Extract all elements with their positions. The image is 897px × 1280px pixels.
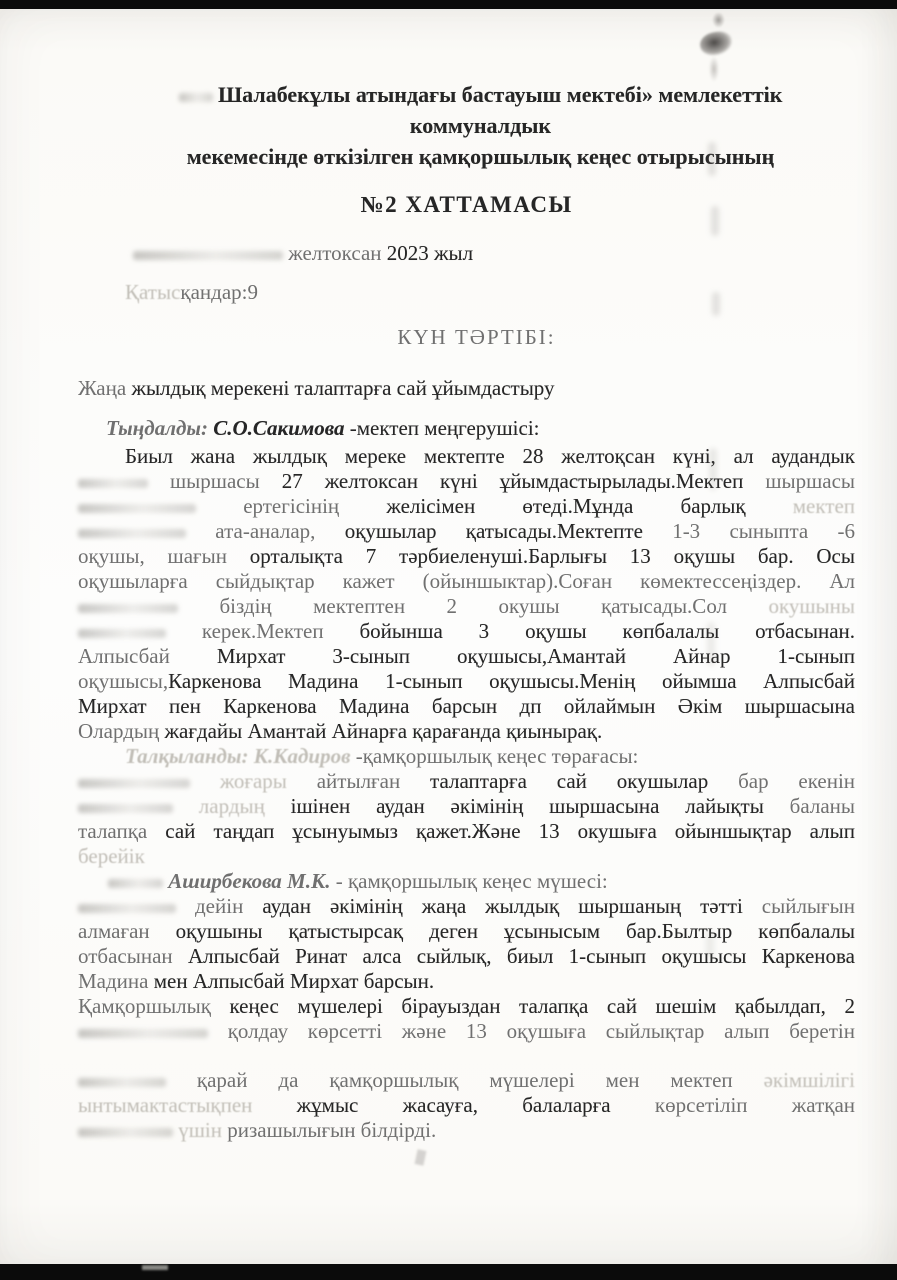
- text-line: [78, 669, 855, 694]
- text-segment: окушыны: [768, 594, 856, 618]
- text-segment: талаптарға сай окушылар: [430, 769, 739, 793]
- text-segment: Алпысбай: [78, 644, 217, 668]
- text-line: [78, 1019, 855, 1044]
- scanner-edge-top: [0, 0, 897, 9]
- text-line: [78, 694, 855, 719]
- doc-title: [78, 190, 855, 220]
- doc-header: [106, 79, 855, 172]
- text-segment: №2 ХАТТАМАСЫ: [360, 192, 573, 217]
- text-segment: айтылған: [316, 769, 431, 793]
- agenda-heading: [98, 325, 855, 350]
- text-line: [78, 869, 855, 894]
- text-segment: - қамқоршылық кеңес мүшесі:: [335, 869, 608, 893]
- text-segment: Тыңдалды:: [106, 416, 214, 440]
- paragraph-closing: [78, 1068, 855, 1143]
- text-line: [78, 1118, 855, 1143]
- text-line: [78, 519, 855, 544]
- text-line: [78, 744, 855, 769]
- text-segment: баланы: [789, 794, 855, 818]
- scanner-edge-notch: [142, 1265, 168, 1270]
- text-segment: желісімен өтеді.Мұнда барлық: [386, 494, 793, 518]
- paragraph-kadirov: [78, 769, 855, 869]
- text-line: [78, 190, 855, 220]
- text-line: [78, 644, 855, 669]
- text-segment: оқушылар қатысады.Мектепте: [344, 519, 673, 543]
- text-segment: шыршасы: [170, 469, 282, 493]
- text-line: [78, 819, 855, 844]
- text-segment: мектеп: [792, 494, 856, 518]
- illegible-faded-text: [78, 804, 173, 813]
- text-segment: Қатыс: [125, 280, 181, 304]
- text-segment: мен Алпысбай Мирхат барсын.: [153, 969, 435, 993]
- text-segment: отбасынан: [78, 944, 188, 968]
- illegible-faded-text: [78, 504, 196, 513]
- text-segment: кеңес мүшелері бірауыздан талапқа сай шешім қабылдап, 2: [229, 994, 855, 1018]
- paragraph-decision: [78, 994, 855, 1044]
- text-line: [78, 569, 855, 594]
- text-segment: мүшелері: [489, 1068, 606, 1092]
- text-line: [78, 594, 855, 619]
- speaker-ashirbekova: [78, 869, 855, 894]
- text-segment: сыйлығын: [761, 894, 855, 918]
- speaker-sakimova: [106, 416, 855, 441]
- text-segment: мекемесінде өткізілген қамқоршылық кеңес отырысының: [186, 144, 775, 169]
- text-segment: дейін: [195, 894, 263, 918]
- text-segment: 27 желтоксан күні ұйымдастырылады.Мектеп: [281, 469, 766, 493]
- text-segment: ризашылығын білдірді.: [227, 1118, 437, 1142]
- agenda-item: [78, 376, 855, 401]
- text-line: [78, 919, 855, 944]
- text-segment: Шалабекұлы атындағы бастауыш мектебі» мемлекеттік коммуналдык: [218, 82, 783, 138]
- text-segment: қамқоршылық: [329, 1068, 490, 1092]
- text-segment: Алпысбай Ринат алса сыйлық, биыл 1-сынып оқушысы Каркенова: [187, 944, 855, 968]
- text-line: [78, 494, 855, 519]
- text-segment: берейік: [78, 844, 145, 868]
- illegible-faded-text: [78, 529, 186, 538]
- text-segment: орталықта 7 тәрбиеленуші.Барлығы 13 оқушы бар. Осы: [249, 544, 855, 568]
- text-segment: Жаңа: [78, 376, 132, 400]
- scanner-edge-bottom: [0, 1264, 897, 1280]
- text-segment: ертегісінің: [243, 494, 387, 518]
- text-segment: жоғары: [219, 769, 317, 793]
- text-segment: 2023 жыл: [386, 241, 474, 265]
- speaker-kadirov: [78, 744, 855, 769]
- text-line: [78, 794, 855, 819]
- doc-content: [0, 9, 897, 1143]
- text-segment: К.Кадиров: [253, 744, 356, 768]
- text-line: [78, 1093, 855, 1118]
- text-segment: ата-аналар,: [215, 519, 345, 543]
- text-segment: Биыл жана жылдық мереке мектепте 28 желтоқсан күні, ал аудандык: [125, 444, 855, 468]
- text-segment: керек.Мектеп: [201, 619, 360, 643]
- text-segment: көрсетіліп жатқан: [654, 1093, 856, 1117]
- text-line: [78, 994, 855, 1019]
- text-segment: қандар:9: [180, 280, 259, 304]
- text-segment: оқушыны қатыстырсақ деген ұсынысым бар.Былтыр көпбалалы: [175, 919, 855, 943]
- text-line: [78, 944, 855, 969]
- illegible-faded-text: [78, 779, 190, 788]
- text-line: [78, 719, 855, 744]
- paragraph-sakimova: [78, 444, 855, 744]
- text-segment: -қамқоршылық кеңес төрағасы:: [355, 744, 639, 768]
- text-segment: 1-3 сыныпта -6: [672, 519, 856, 543]
- text-line: [98, 325, 855, 350]
- illegible-faded-text: [78, 479, 148, 488]
- text-line: [78, 544, 855, 569]
- text-segment: Мирхат пен Каркенова Мадина барсын дп ойлаймын Әкім шыршасына: [78, 694, 855, 718]
- text-segment: Мирхат 3-сынып оқушысы,Амантай Айнар 1-сынып: [216, 644, 855, 668]
- text-line: [78, 969, 855, 994]
- text-line: [78, 376, 855, 401]
- paragraph-ashirbekova: [78, 894, 855, 994]
- illegible-faded-text: [78, 1128, 173, 1137]
- illegible-faded-text: [108, 879, 163, 888]
- text-line: [78, 894, 855, 919]
- text-segment: мектеп: [670, 1068, 764, 1092]
- text-segment: әкімшілігі: [763, 1068, 855, 1092]
- text-segment: алмаған: [78, 919, 176, 943]
- text-segment: Каркенова Мадина 1-сынып оқушысы.Менің ойымша Алпысбай: [168, 669, 855, 693]
- text-segment: С.О.Сакимова: [213, 416, 345, 440]
- text-segment: Мадина: [78, 969, 154, 993]
- text-line: [133, 241, 855, 266]
- text-segment: лардың: [198, 794, 291, 818]
- text-segment: Аширбекова М.К.: [168, 869, 336, 893]
- text-segment: қолдау көрсетті және 13 оқушыға сыйлықтар алып беретін: [227, 1019, 855, 1043]
- illegible-faded-text: [133, 251, 283, 260]
- participants-line: [125, 280, 855, 305]
- illegible-faded-text: [78, 904, 176, 913]
- text-segment: жағдайы Амантай Айнарға қарағанда қиынырақ.: [164, 719, 603, 743]
- text-segment: желтоксан: [288, 241, 387, 265]
- text-segment: ынтымактастықпен: [78, 1093, 297, 1117]
- text-segment: -мектеп меңгерушісі:: [344, 416, 540, 440]
- illegible-faded-text: [78, 629, 166, 638]
- text-segment: оқушыларға сыйдықтар кажет (ойыншыктар).Соған көмектессеңіздер. Ал: [78, 569, 855, 593]
- text-segment: үшін: [178, 1118, 228, 1142]
- text-line: [106, 79, 855, 141]
- text-segment: мен: [605, 1068, 671, 1092]
- text-line: [106, 416, 855, 441]
- text-line: [78, 844, 855, 869]
- text-line: [78, 769, 855, 794]
- text-line: [78, 444, 855, 469]
- text-segment: Қамқоршылық: [78, 994, 230, 1018]
- illegible-faded-text: [179, 93, 213, 102]
- illegible-faded-text: [78, 1029, 208, 1038]
- illegible-faded-text: [78, 1078, 166, 1087]
- text-segment: КҮН ТӘРТІБІ:: [397, 325, 556, 349]
- pencil-tick-artifact: [415, 1149, 427, 1166]
- text-line: [78, 1068, 855, 1093]
- text-segment: сай таңдап ұсынуымыз қажет.Және 13 окушыға ойыншықтар алып: [165, 819, 855, 843]
- text-segment: оқушысы,: [78, 669, 169, 693]
- text-line: [78, 469, 855, 494]
- text-segment: оқушы, шағын: [78, 544, 250, 568]
- text-segment: талапқа: [78, 819, 166, 843]
- text-segment: аудан әкімінің жаңа жылдық шыршаның тәтті: [262, 894, 762, 918]
- text-segment: жылдық мерекені талаптарға сай ұйымдастыру: [131, 376, 555, 400]
- text-segment: Олардың: [78, 719, 165, 743]
- text-line: [106, 141, 855, 172]
- text-segment: бойынша 3 оқушы көпбалалы отбасынан.: [359, 619, 855, 643]
- text-segment: қарай: [196, 1068, 279, 1092]
- text-segment: да: [278, 1068, 330, 1092]
- text-segment: шыршасы: [765, 469, 856, 493]
- text-segment: Талқыланды:: [125, 744, 254, 768]
- illegible-faded-text: [78, 604, 178, 613]
- text-segment: бар екенін: [738, 769, 856, 793]
- text-segment: біздің мектептен 2 окушы қатысады.Сол: [219, 594, 769, 618]
- date-line: [133, 241, 855, 266]
- text-line: [78, 619, 855, 644]
- text-line: [125, 280, 855, 305]
- text-segment: жұмыс жасауға, балаларға: [296, 1093, 655, 1117]
- text-segment: ішінен аудан әкімінің шыршасына лайықты: [290, 794, 790, 818]
